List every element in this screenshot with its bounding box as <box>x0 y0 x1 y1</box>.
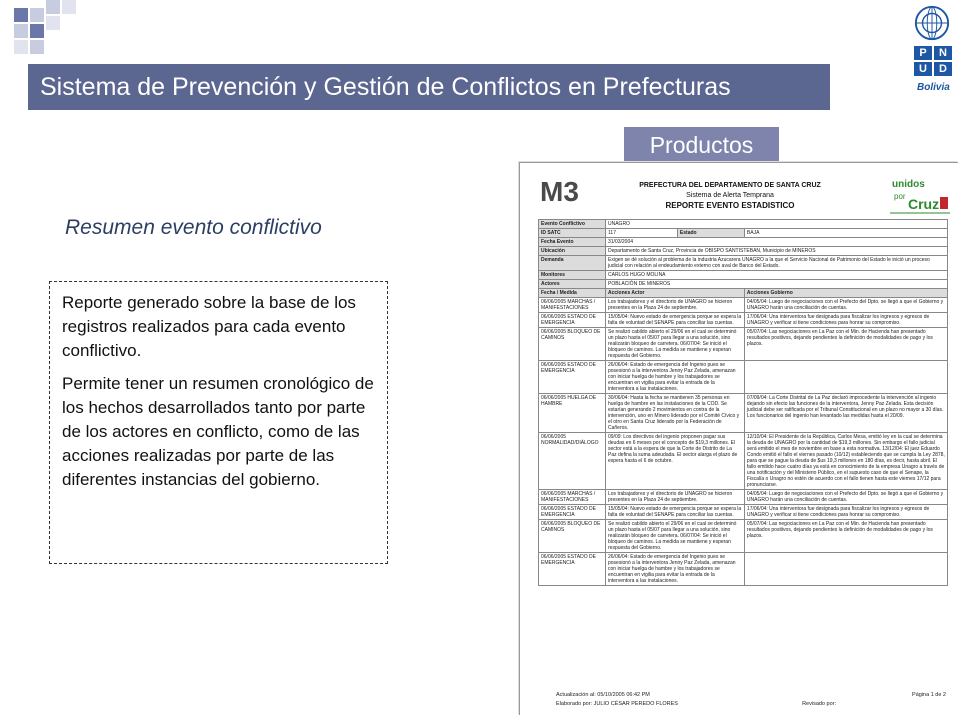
field-value: 117 <box>606 229 678 238</box>
decor-square <box>30 40 44 54</box>
report-line3: REPORTE EVENTO ESTADISTICO <box>665 201 795 210</box>
table-cell: 06/06/2005 ESTADO DE EMERGENCIA <box>539 313 606 328</box>
decor-square <box>62 0 76 14</box>
table-cell: 04/05/04: Luego de negociaciones con el Prefecto del Dpto. se llegó a que el Gobierno y UNAGRO harán una conciliación de cuentas. <box>744 298 947 313</box>
logo-tile-d: D <box>934 62 952 76</box>
report-line2: Sistema de Alerta Temprana <box>686 192 774 199</box>
table-cell <box>744 361 947 394</box>
table-cell: 26/06/04: Estado de emergencia del Ingenio pues se posesionó a la interventora Jenny Paz Zelada, amenazan con iniciar huelga de hambre y los trabajadores se encuentran en vigilia para evitar la entrada de la interventora a las instalaciones. <box>606 361 745 394</box>
field-label: Estado <box>677 229 744 238</box>
field-value: Departamento de Santa Cruz, Provincia de OBISPO SANTISTEBAN, Municipio de MINEROS <box>606 247 948 256</box>
m3-logo-icon <box>540 175 579 207</box>
footer-prepared: Elaborado por: JULIO CÉSAR PEREDO FLORES <box>556 701 678 707</box>
table-cell: 06/06/2005 MARCHAS / MANIFESTACIONES <box>539 298 606 313</box>
table-row <box>539 394 948 433</box>
field-value: POBLACIÓN DE MINEROS <box>606 280 948 289</box>
table-cell: 07/09/04: La Corte Distrital de La Paz declaró improcedente la intervención al ingenio dejando sin efecto las funciones de la interventora, Jenny Paz Zelada. Esta decisión judicial debe ser ratificada por el Tribunal Constitucional en un plazo no mayor a 30 días. Los funcionarios del ingenio han levantado las medidas hasta el 20/09. <box>744 394 947 433</box>
field-value: UNAGRO <box>606 220 948 229</box>
section-subtitle: Resumen evento conflictivo <box>65 216 322 239</box>
svg-text:unidos: unidos <box>892 179 925 190</box>
table-cell: 06/06/2005 ESTADO DE EMERGENCIA <box>539 361 606 394</box>
table-row <box>539 328 948 361</box>
description-paragraph: Reporte generado sobre la base de los registros realizados para cada evento conflictivo. <box>62 293 356 360</box>
table-row <box>539 505 948 520</box>
decor-square <box>14 24 28 38</box>
table-row <box>539 520 948 553</box>
field-label: Actores <box>539 280 606 289</box>
field-value: Exigen se dé solución al problema de la industria Azucarera UNAGRO a la que el Servicio Nacional de Patrimonio del Estado le inició un proceso judicial con relación al endeudamiento externo con aval de Banco del Estado. <box>606 256 948 271</box>
table-cell: 06/06/2005 BLOQUEO DE CAMINOS <box>539 328 606 361</box>
table-cell: 05/07/04: Las negociaciones en La Paz con el Min. de Hacienda han presentado resultados positivos, dejando pendientes la definición de modalidades de pago y los plazos. <box>744 328 947 361</box>
table-cell: Se realizó cabildo abierto el 29/06 en el cual se determinó un plazo hasta el 05/07 para llegar a una solución, sino realizarán bloqueo de carretera. 06/07/04: Se inició el bloqueo de caminos. La medida se mantiene y esperan respuesta del Gobierno. <box>606 328 745 361</box>
table-cell: 15/05/04: Nuevo estado de emergencia porque se espera la falta de voluntad del SENAPE para conciliar las cuentas. <box>606 313 745 328</box>
table-cell: 09/09: Los directivos del ingenio proponen pagar sus deudas en 6 meses por el concepto de $19,3 millones. El sector está a la espera de que la Corte de Distrito de La Paz defina la suma adeudada. El sector alarga el plazo de espera hasta el 6 de octubre. <box>606 433 745 490</box>
report-footer <box>556 691 946 709</box>
table-row <box>539 313 948 328</box>
table-cell: 12/10/04: El Presidente de la República, Carlos Mesa, emitió ley en la cual se determina la deuda de UNAGRO por la cantidad de $19,3 millones. Sin embargo el fallo judicial será emitido el mes de noviembre en base a esta normativa. 13/12/04: El juez Eduardo Condo emitió el fallo el viernes pasado (10/12) estableciendo que se cumpla la Ley 2878, para que se pague la deuda de $us 19,3 millones en 180 días, es decir, hasta abril. El fallo emitido hace cuatro días ya está en conocimiento de la empresa Unagro a través de una notificación y del Ministerio Público, en el supuesto caso de que el Senape, la Fiscalía o Unagro no estén de acuerdo con el fallo tienen hasta este viernes 17/12 para pronunciarse. <box>744 433 947 490</box>
field-label: ID SATC <box>539 229 606 238</box>
footer-page: Página 1 de 2 <box>912 692 946 698</box>
footer-reviewed: Revisado por: <box>802 701 836 707</box>
decor-square <box>14 40 28 54</box>
table-cell: 06/06/2005 NORMALIDAD/DIÁLOGO <box>539 433 606 490</box>
column-header: Acciones Gobierno <box>744 289 947 298</box>
decor-square <box>30 24 44 38</box>
table-cell <box>744 553 947 586</box>
table-cell: 17/06/04: Una interventora fue designada para fiscalizar los ingresos y egresos de UNAGRO y verificar si tiene condiciones para honrar su compromiso. <box>744 313 947 328</box>
table-row <box>539 361 948 394</box>
unidos-cruz-logo-icon <box>890 175 950 215</box>
field-value: 31/03/2004 <box>606 238 948 247</box>
report-line1: PREFECTURA DEL DEPARTAMENTO DE SANTA CRUZ <box>639 182 821 189</box>
table-cell: 06/06/2005 BLOQUEO DE CAMINOS <box>539 520 606 553</box>
table-cell: 05/07/04: Las negociaciones en La Paz con el Min. de Hacienda han presentado resultados positivos, dejando pendientes la definición de modalidades de pago y los plazos. <box>744 520 947 553</box>
field-label: Demanda <box>539 256 606 271</box>
table-cell: Los trabajadores y el directorio de UNAGRO se hicieron presentes en la Plaza 24 de septiembre. <box>606 490 745 505</box>
field-label: Evento Conflictivo <box>539 220 606 229</box>
undp-logo <box>905 0 960 100</box>
report-preview <box>519 162 958 715</box>
un-emblem-icon <box>913 4 951 42</box>
table-row <box>539 490 948 505</box>
table-cell: 06/06/2005 ESTADO DE EMERGENCIA <box>539 505 606 520</box>
table-row <box>539 433 948 490</box>
decor-square <box>46 0 60 14</box>
svg-text:Cruz: Cruz <box>908 196 940 212</box>
table-cell: 06/06/2005 HUELGA DE HAMBRE <box>539 394 606 433</box>
table-cell: Los trabajadores y el directorio de UNAGRO se hicieron presentes en la Plaza 24 de septiembre. <box>606 298 745 313</box>
logo-tile-n: N <box>934 46 952 60</box>
report-rows <box>539 298 948 586</box>
table-cell: 15/05/04: Nuevo estado de emergencia porque se espera la falta de voluntad del SENAPE para conciliar las cuentas. <box>606 505 745 520</box>
table-cell: 06/06/2005 ESTADO DE EMERGENCIA <box>539 553 606 586</box>
logo-tile-p: P <box>914 46 932 60</box>
table-cell: 04/05/04: Luego de negociaciones con el Prefecto del Dpto. se llegó a que el Gobierno y UNAGRO harán una conciliación de cuentas. <box>744 490 947 505</box>
report-table <box>538 219 948 586</box>
logo-country: Bolivia <box>917 82 950 93</box>
table-row <box>539 298 948 313</box>
column-header: Acciones Actor <box>606 289 745 298</box>
field-value: CARLOS HUGO MOLINA <box>606 271 948 280</box>
footer-updated: Actualización al: 05/10/2005 06:42 PM <box>556 692 650 698</box>
decor-square <box>46 16 60 30</box>
description-paragraph: Permite tener un resumen cronológico de los hechos desarrollados tanto por parte de los actores en conflicto, como de las acciones realizadas por parte de las diferentes instancias del gobierno. <box>62 374 374 489</box>
table-row <box>539 553 948 586</box>
table-cell: 26/06/04: Estado de emergencia del Ingenio pues se posesionó a la interventora Jenny Paz Zelada, amenazan con iniciar huelga de hambre y los trabajadores se encuentran en vigilia para evitar la entrada de la interventora a las instalaciones. <box>606 553 745 586</box>
field-label: Fecha Evento <box>539 238 606 247</box>
page-title: Sistema de Prevención y Gestión de Conflictos en Prefecturas <box>28 64 830 110</box>
logo-tile-u: U <box>914 62 932 76</box>
field-label: Monitores <box>539 271 606 280</box>
table-cell: Se realizó cabildo abierto el 29/06 en el cual se determinó un plazo hasta el 05/07 para llegar a una solución, sino realizarán bloqueo de carretera. 06/07/04: Se inició el bloqueo de caminos. La medida se mantiene y esperan respuesta del Gobierno. <box>606 520 745 553</box>
field-value: BAJA <box>744 229 947 238</box>
report-header <box>580 181 880 211</box>
description-box <box>49 281 388 564</box>
decor-square <box>14 8 28 22</box>
section-badge: Productos <box>624 127 779 163</box>
table-cell: 17/06/04: Una interventora fue designada para fiscalizar los ingresos y egresos de UNAGRO y verificar si tiene condiciones para honrar su compromiso. <box>744 505 947 520</box>
field-label: Ubicación <box>539 247 606 256</box>
svg-text:por: por <box>894 192 906 201</box>
table-cell: 30/06/04: Hasta la fecha se mantienen 35 personas en huelga de hambre en las instalaciones de la COD. Se estarían generando 2 movimientos en contra de la intervención, uno en Minero liderado por el Comité Cívico y el otro en Santa Cruz liderado por la Federación de Cañeros. <box>606 394 745 433</box>
m3-logo-text: M3 <box>540 176 579 207</box>
decor-square <box>30 8 44 22</box>
table-cell: 06/06/2005 MARCHAS / MANIFESTACIONES <box>539 490 606 505</box>
column-header: Fecha / Medida <box>539 289 606 298</box>
